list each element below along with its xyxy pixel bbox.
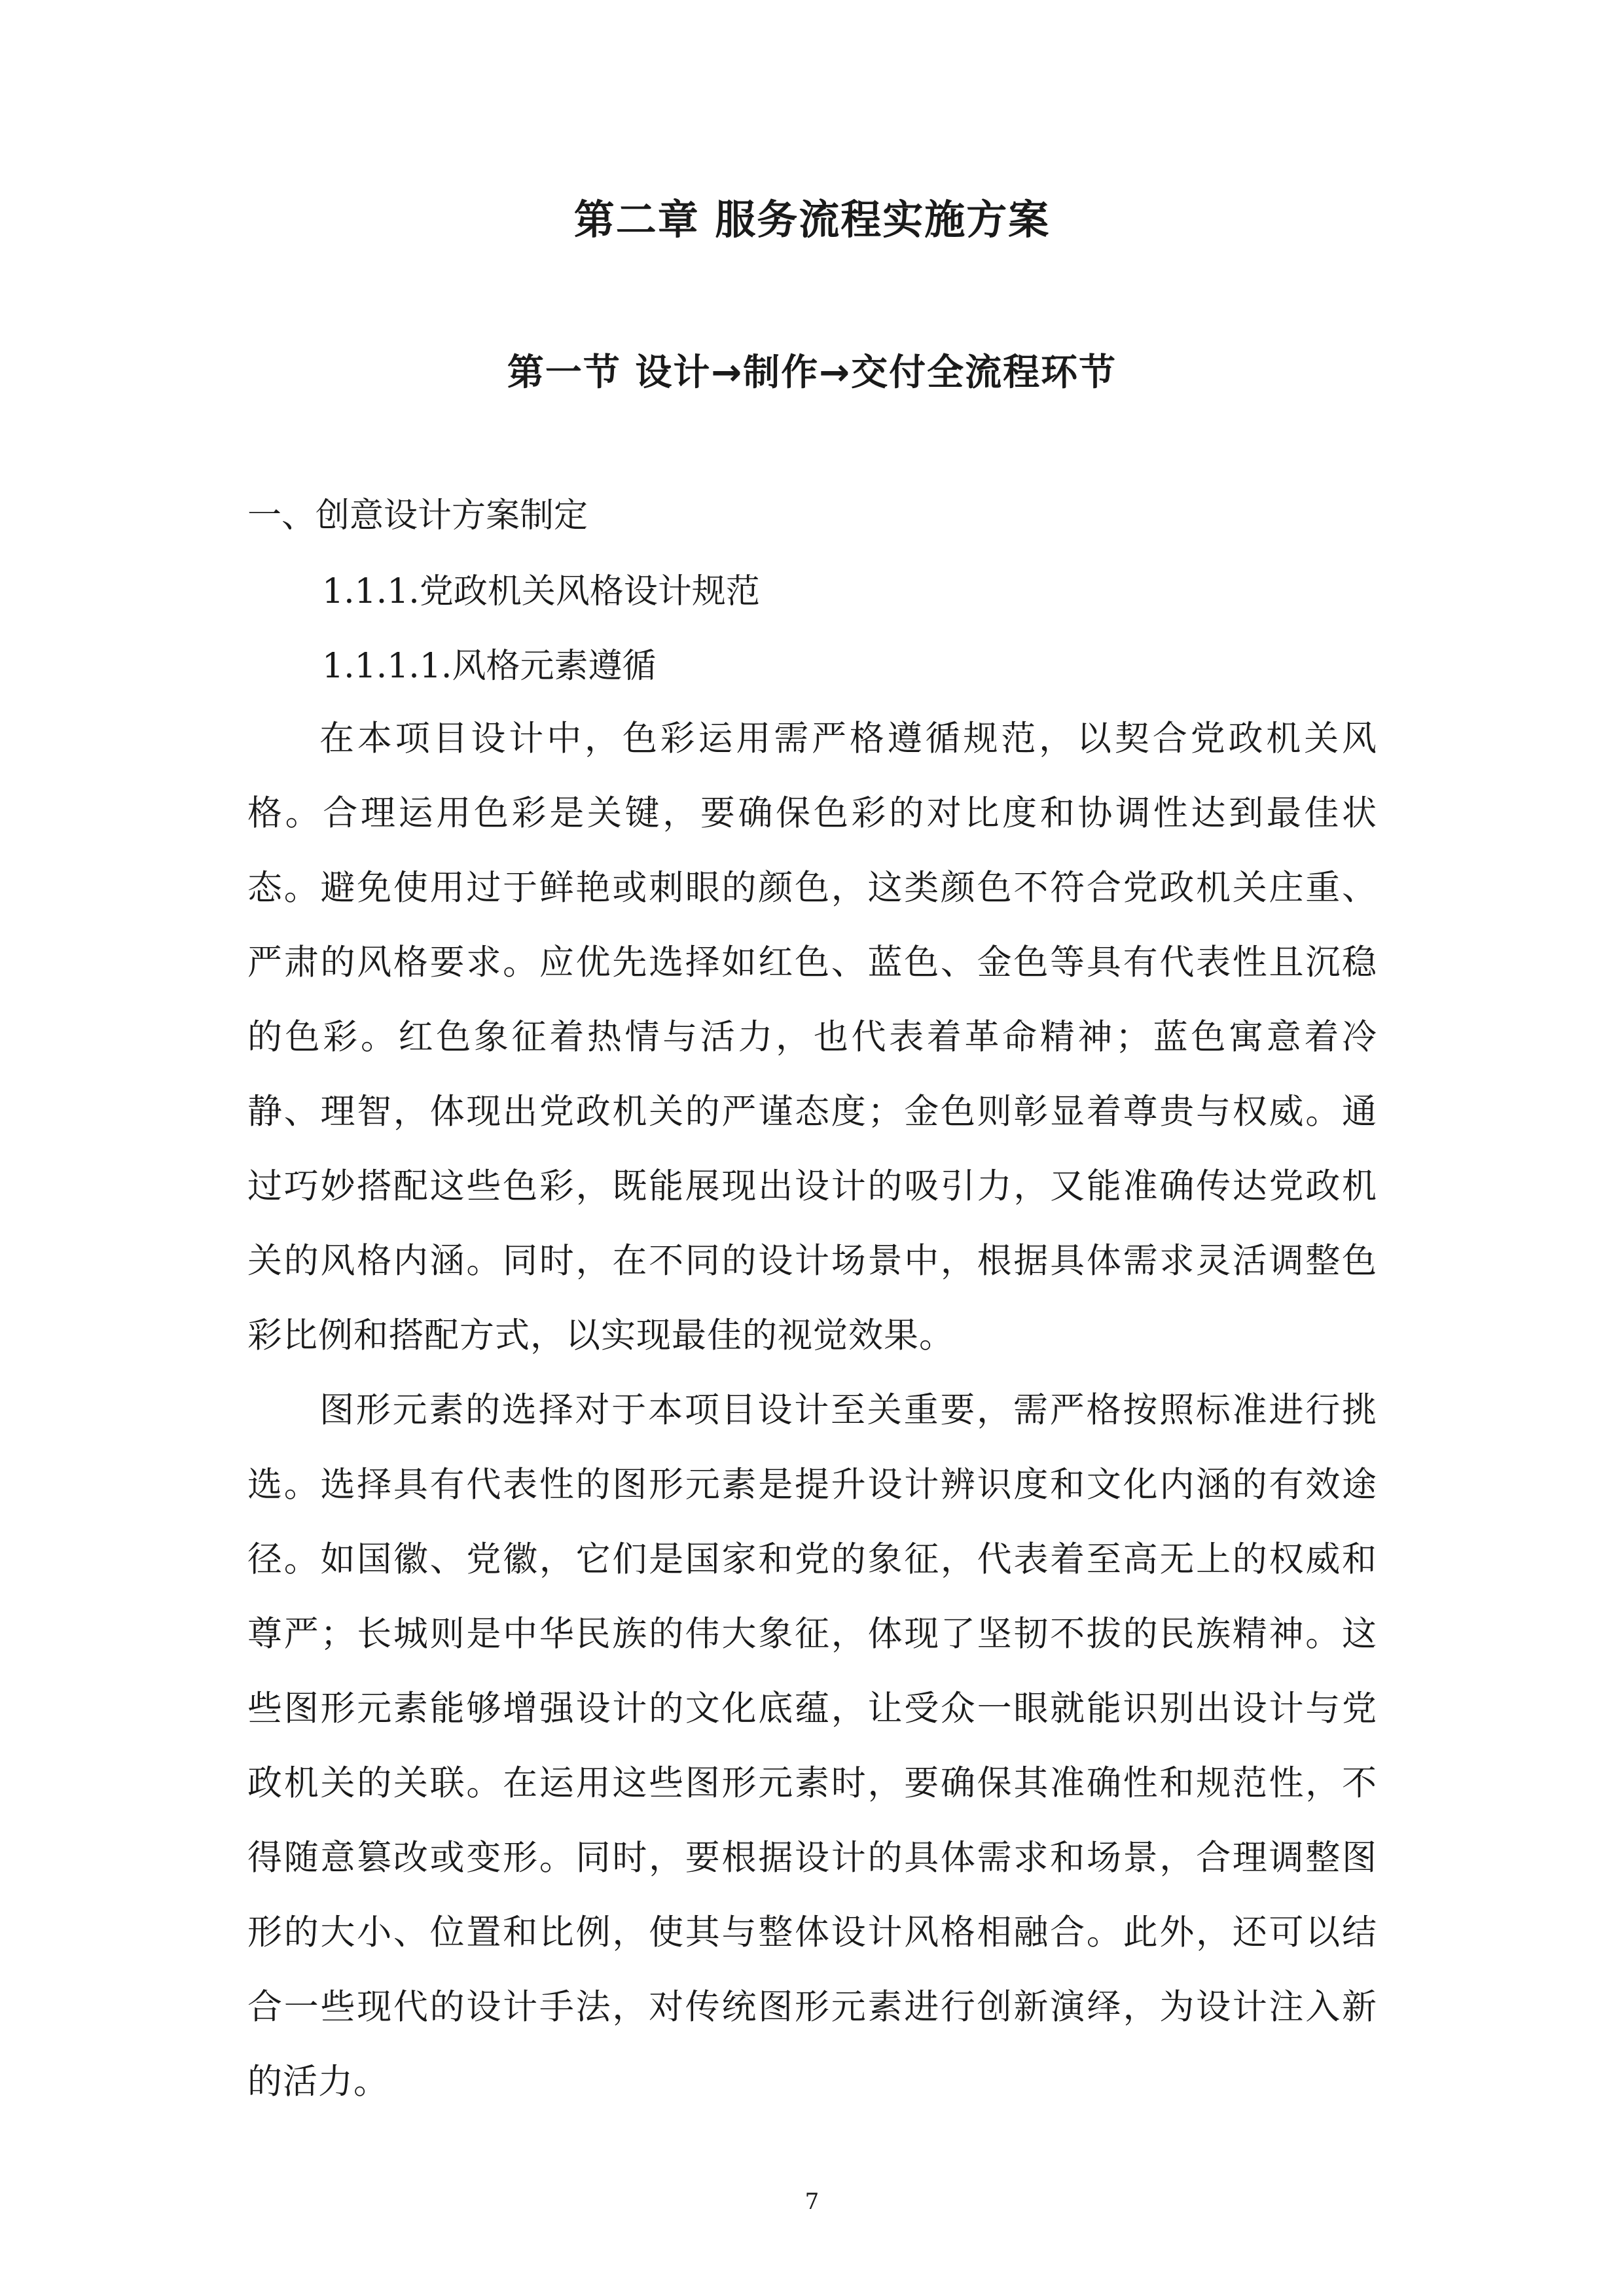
heading-level-2: 1.1.1.党政机关风格设计规范 <box>322 572 760 611</box>
body-paragraph-graphics: 图形元素的选择对于本项目设计至关重要，需严格按照标准进行挑选。选择具有代表性的图形元素是提升设计辨识度和文化内涵的有效途径。如国徽、党徽，它们是国家和党的象征，代表着至高无上的权威和尊严；长城则是中华民族的伟大象征，体现了坚韧不拔的民族精神。这些图形元素能够增强设计的文化底蕴，让受众一眼就能识别出设计与党政机关的关联。在运用这些图形元素时，要确保其准确性和规范性，不得随意篡改或变形。同时，要根据设计的具体需求和场景，合理调整图形的大小、位置和比例，使其与整体设计风格相融合。此外，还可以结合一些现代的设计手法，对传统图形元素进行创新演绎，为设计注入新的活力。 <box>247 1390 1377 2102</box>
chapter-title: 第二章 服务流程实施方案 <box>573 196 1051 243</box>
body-paragraph-color: 在本项目设计中，色彩运用需严格遵循规范，以契合党政机关风格。合理运用色彩是关键，要确保色彩的对比度和协调性达到最佳状态。避免使用过于鲜艳或刺眼的颜色，这类颜色不符合党政机关庄重、严肃的风格要求。应优先选择如红色、蓝色、金色等具有代表性且沉稳的色彩。红色象征着热情与活力，也代表着革命精神；蓝色寓意着冷静、理智，体现出党政机关的严谨态度；金色则彰显着尊贵与权威。通过巧妙搭配这些色彩，既能展现出设计的吸引力，又能准确传达党政机关的风格内涵。同时，在不同的设计场景中，根据具体需求灵活调整色彩比例和搭配方式，以实现最佳的视觉效果。 <box>247 719 1377 1355</box>
heading-level-3: 1.1.1.1.风格元素遵循 <box>322 647 657 686</box>
section-title: 第一节 设计→制作→交付全流程环节 <box>507 351 1117 394</box>
page-number: 7 <box>804 2189 820 2215</box>
heading-level-1: 一、创意设计方案制定 <box>247 496 588 535</box>
